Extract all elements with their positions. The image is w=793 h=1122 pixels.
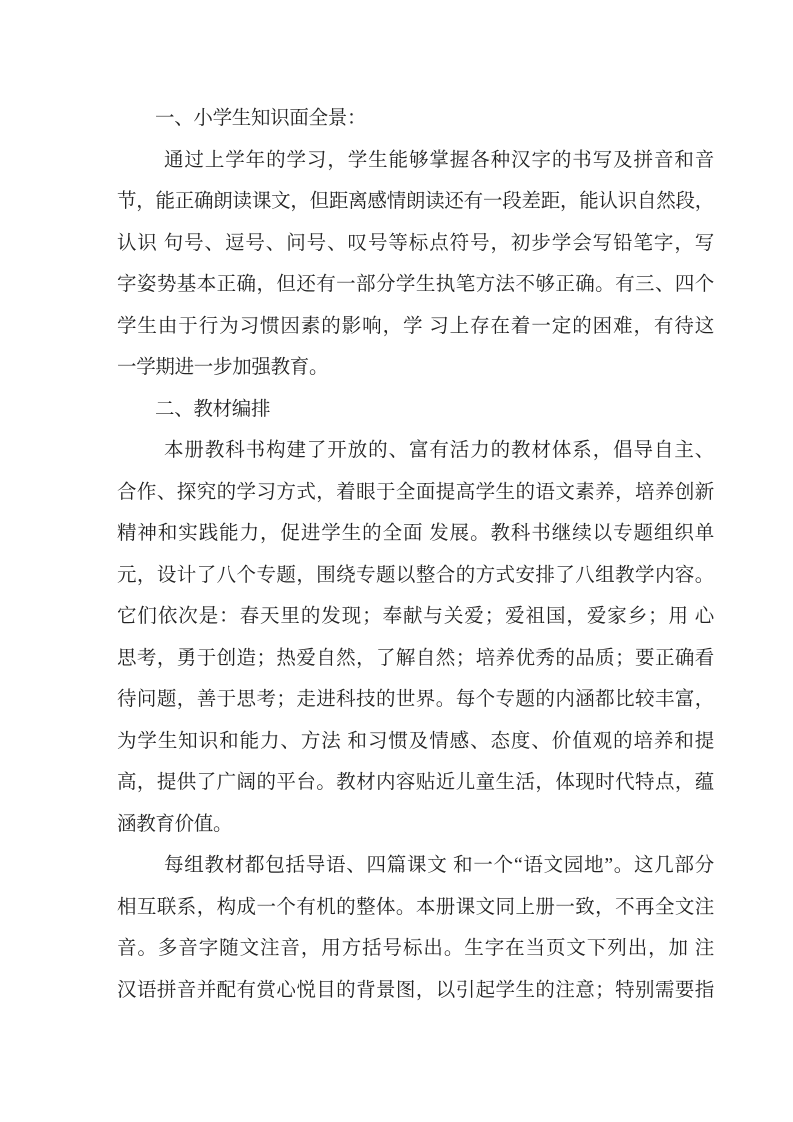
text-line: 合作、探究的学习方式，着眼于全面提高学生的语文素养，培养创新 [117,481,714,503]
text-line: 待问题，善于思考；走进科技的世界。每个专题的内涵都比较丰富， [117,689,714,710]
text-line: 相互联系，构成一个有机的整体。本册课文同上册一致，不再全文注 [117,896,714,918]
text-line: 字姿势基本正确，但还有一部分学生执笔方法不够正确。有三、四个 [117,274,714,295]
text-line: 思考，勇于创造；热爱自然，了解自然；培养优秀的品质；要正确看 [117,647,714,669]
text-line: 一、小学生知识面全景： [155,108,367,129]
text-line: 认识 句号、逗号、问号、叹号等标点符号，初步学会写铅笔字，写 [117,232,714,254]
text-line: 为学生知识和能力、方法 和习惯及情感、态度、价值观的培养和提 [117,730,714,752]
text-line: 学生由于行为习惯因素的影响，学 习上存在着一定的困难，有待这 [117,315,714,337]
text-line: 高，提供了广阔的平台。教材内容贴近儿童生活，体现时代特点，蕴 [117,772,714,793]
text-line: 本册教科书构建了开放的、富有活力的教材体系，倡导自主、 [164,440,714,461]
text-line: 一学期进一步加强教育。 [117,357,329,378]
text-line: 涵教育价值。 [117,813,233,835]
text-line: 每组教材都包括导语、四篇课文 和一个“语文园地”。这几部分 [164,855,714,876]
text-block [117,98,714,1011]
text-line: 通过上学年的学习，学生能够掌握各种汉字的书写及拼音和音 [164,149,714,171]
text-line: 元，设计了八个专题，围绕专题以整合的方式安排了八组教学内容。 [117,564,714,586]
text-line: 节，能正确朗读课文，但距离感情朗读还有一段差距，能认识自然段， [117,191,714,212]
text-line: 汉语拼音并配有赏心悦目的背景图，以引起学生的注意；特别需要指 [117,979,714,1001]
text-line: 音。多音字随文注音，用方括号标出。生字在当页文下列出，加 注 [117,938,714,959]
text-line: 二、教材编排 [155,398,271,420]
text-line: 它们依次是：春天里的发现；奉献与关爱；爱祖国，爱家乡；用 心 [117,606,714,627]
text-line: 精神和实践能力，促进学生的全面 发展。教科书继续以专题组织单 [117,523,714,544]
